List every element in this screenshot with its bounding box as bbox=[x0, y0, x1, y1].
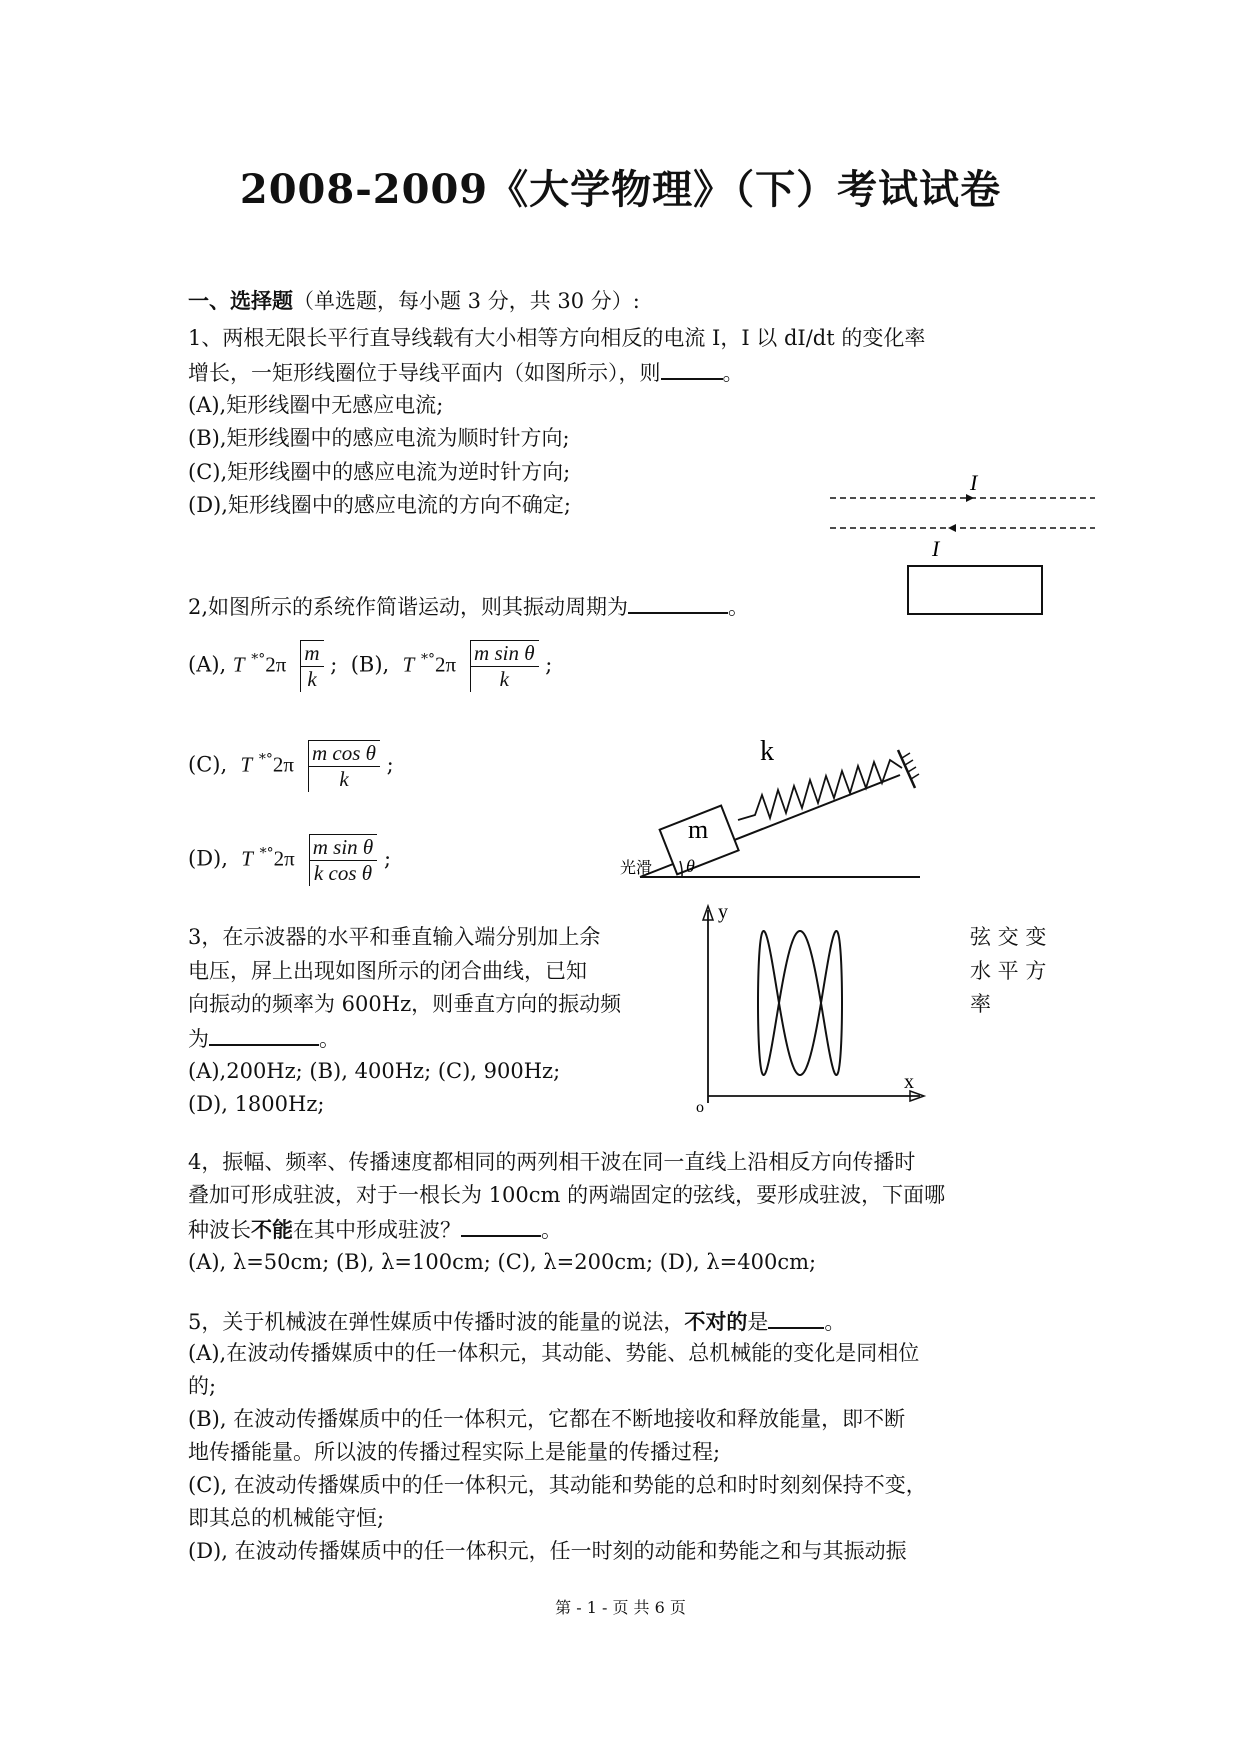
q4-stem-line1: 4，振幅、频率、传播速度都相同的两列相干波在同一直线上沿相反方向传播时 bbox=[188, 1150, 916, 1174]
q2-c-sqrt bbox=[294, 740, 380, 792]
q4-stem-text2: 在其中形成驻波？ bbox=[293, 1218, 461, 1242]
q1-arrow-right-icon bbox=[966, 494, 974, 502]
q2-block-label: m bbox=[688, 815, 709, 844]
q1-rectangular-coil bbox=[908, 566, 1042, 614]
q3-answer-blank bbox=[209, 1022, 319, 1046]
q1-option-c: (C),矩形线圈中的感应电流为逆时针方向; bbox=[188, 460, 571, 484]
q2-b-eq: *° bbox=[420, 651, 435, 668]
q5-stem-end: 。 bbox=[824, 1310, 846, 1334]
q3-stem-line2: 电压，屏上出现如图所示的闭合曲线，已知 bbox=[188, 959, 587, 983]
q4-stem-bold: 不能 bbox=[251, 1217, 293, 1242]
q3-lissajous-curve bbox=[758, 931, 842, 1075]
q3-y-label: y bbox=[718, 901, 728, 923]
q4-stem-text: 种波长 bbox=[188, 1218, 251, 1242]
q3-options-abc: (A),200Hz; (B), 400Hz; (C), 900Hz; bbox=[188, 1059, 561, 1083]
q2-spring bbox=[738, 760, 902, 820]
q2-a-num: m bbox=[300, 641, 323, 667]
q2-d-2pi: 2π bbox=[273, 846, 295, 871]
q2-option-c bbox=[188, 740, 394, 792]
page-title: 2008-2009《大学物理》（下）考试试卷 bbox=[239, 166, 1002, 213]
q2-c-den: k bbox=[339, 767, 349, 791]
q2-c-eq: *° bbox=[258, 751, 273, 768]
q2-a-sqrt bbox=[286, 640, 323, 692]
q2-stem bbox=[188, 590, 749, 622]
q3-origin-label: o bbox=[696, 1099, 704, 1113]
section-header bbox=[188, 286, 640, 316]
q4-answer-blank bbox=[461, 1213, 541, 1237]
q1-option-b: (B),矩形线圈中的感应电流为顺时针方向; bbox=[188, 426, 570, 450]
q5-option-b-line1: (B), 在波动传播媒质中的任一体积元，它都在不断地接收和释放能量，即不断 bbox=[188, 1407, 906, 1431]
q2-a-sep: ; bbox=[330, 652, 338, 677]
page-footer: 第 - 1 - 页 共 6 页 bbox=[555, 1598, 686, 1617]
q2-smooth-label: 光滑 bbox=[620, 860, 653, 877]
q2-c-num: m cos θ bbox=[308, 741, 380, 767]
q5-stem-text2: 是 bbox=[747, 1310, 769, 1334]
q5-option-a-line2: 的; bbox=[188, 1374, 217, 1398]
q3-x-label: x bbox=[904, 1071, 914, 1093]
q1-stem-end: 。 bbox=[722, 361, 744, 385]
q4-options: (A), λ=50cm; (B), λ=100cm; (C), λ=200cm; (D), λ=400cm; bbox=[188, 1250, 817, 1274]
q2-stem-end: 。 bbox=[728, 595, 750, 619]
q2-b-den: k bbox=[499, 667, 509, 691]
q2-c-label: (C), bbox=[188, 752, 228, 777]
q2-a-den: k bbox=[307, 667, 317, 691]
q2-a-label: (A), bbox=[188, 652, 227, 677]
q4-stem-line2: 叠加可形成驻波，对于一根长为 100cm 的两端固定的弦线，要形成驻波，下面哪 bbox=[188, 1183, 946, 1207]
q2-option-d bbox=[188, 834, 391, 886]
q5-option-b-line2: 地传播能量。所以波的传播过程实际上是能量的传播过程; bbox=[188, 1440, 721, 1464]
q2-d-label: (D), bbox=[188, 846, 228, 871]
q4-stem-end: 。 bbox=[541, 1218, 562, 1242]
q2-a-eq: *° bbox=[251, 651, 266, 668]
q2-angle-label: θ bbox=[686, 856, 695, 876]
q2-c-T: T bbox=[240, 752, 253, 777]
q5-option-d-line1: (D), 在波动传播媒质中的任一体积元，任一时刻的动能和势能之和与其振动振 bbox=[188, 1539, 907, 1563]
q5-option-c-line2: 即其总的机械能守恒; bbox=[188, 1506, 385, 1530]
q2-a-T: T bbox=[232, 652, 245, 677]
q2-figure bbox=[620, 720, 930, 890]
q2-d-sqrt bbox=[295, 834, 378, 886]
q2-d-T: T bbox=[241, 846, 253, 871]
q2-d-den: k cos θ bbox=[313, 861, 373, 885]
q2-c-2pi: 2π bbox=[272, 752, 294, 777]
q5-stem bbox=[188, 1305, 845, 1337]
q2-b-2pi: 2π bbox=[434, 652, 457, 677]
q2-b-sqrt bbox=[456, 640, 539, 692]
q3-right-line1: 弦 交 变 bbox=[970, 925, 1047, 949]
q2-stem-text: 2,如图所示的系统作简谐运动，则其振动周期为 bbox=[188, 595, 629, 619]
q1-label-bottom: I bbox=[932, 536, 940, 561]
q1-stem-text: 增长，一矩形线圈位于导线平面内（如图所示），则 bbox=[188, 361, 661, 385]
q1-answer-blank bbox=[661, 356, 723, 380]
section-label: 一、选择题 bbox=[188, 288, 293, 313]
q2-answer-blank bbox=[628, 590, 728, 614]
q5-stem-bold: 不对的 bbox=[684, 1309, 748, 1334]
q2-d-num: m sin θ bbox=[309, 835, 378, 861]
q5-option-a-line1: (A),在波动传播媒质中的任一体积元，其动能、势能、总机械能的变化是同相位 bbox=[188, 1341, 920, 1365]
q5-stem-text: 5，关于机械波在弹性媒质中传播时波的能量的说法， bbox=[188, 1310, 685, 1334]
q3-stem-line4 bbox=[188, 1022, 340, 1054]
q5-answer-blank bbox=[768, 1305, 824, 1329]
q3-stem-line3: 向振动的频率为 600Hz，则垂直方向的振动频 bbox=[188, 992, 622, 1016]
q1-label-top: I bbox=[970, 470, 978, 495]
q2-spring-label: k bbox=[760, 736, 774, 767]
q3-stem-text: 为 bbox=[188, 1027, 209, 1051]
q3-right-line2: 水 平 方 bbox=[970, 959, 1047, 983]
q2-options-ab bbox=[188, 640, 552, 692]
q3-stem-end: 。 bbox=[319, 1027, 340, 1051]
section-note: （单选题，每小题 3 分，共 30 分）: bbox=[293, 289, 640, 313]
q1-option-a: (A),矩形线圈中无感应电流; bbox=[188, 393, 444, 417]
q1-option-d: (D),矩形线圈中的感应电流的方向不确定; bbox=[188, 493, 571, 517]
q2-d-eq: *° bbox=[259, 845, 274, 862]
q1-figure bbox=[820, 470, 1100, 620]
q2-b-T: T bbox=[402, 652, 415, 677]
q1-stem-line2 bbox=[188, 356, 744, 388]
q2-d-sep: ; bbox=[383, 846, 392, 871]
q2-b-label: (B), bbox=[350, 652, 390, 677]
q3-option-d: (D), 1800Hz; bbox=[188, 1092, 325, 1116]
q3-right-line3: 率 bbox=[970, 992, 991, 1016]
q2-b-num: m sin θ bbox=[470, 641, 539, 667]
q3-figure bbox=[690, 898, 930, 1113]
q4-stem-line3 bbox=[188, 1213, 562, 1245]
q5-option-c-line1: (C), 在波动传播媒质中的任一体积元，其动能和势能的总和时时刻刻保持不变， bbox=[188, 1473, 927, 1497]
q2-c-sep: ; bbox=[386, 752, 394, 777]
q2-a-2pi: 2π bbox=[265, 652, 287, 677]
q3-stem-line1: 3，在示波器的水平和垂直输入端分别加上余 bbox=[188, 925, 601, 949]
q1-stem-line1: 1、两根无限长平行直导线载有大小相等方向相反的电流 I，I 以 dI/dt 的变化率 bbox=[188, 326, 926, 350]
q2-b-sep: ; bbox=[545, 652, 553, 677]
q1-arrow-left-icon bbox=[948, 524, 956, 532]
